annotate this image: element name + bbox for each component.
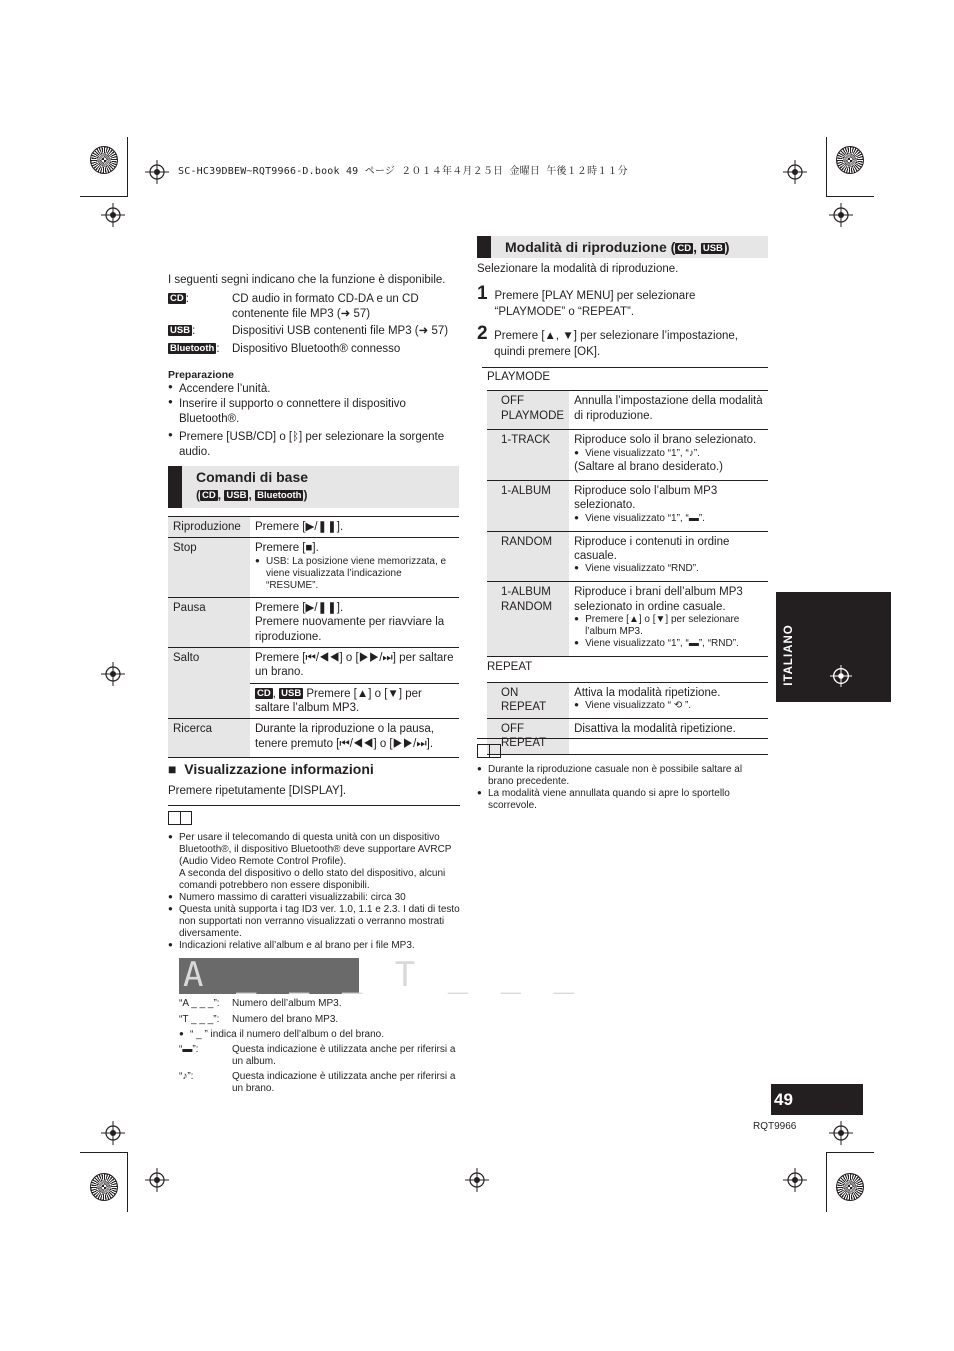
- row-text: Attiva la modalità ripetizione.: [574, 686, 721, 699]
- lcd-legend: [179, 998, 342, 1029]
- language-side-tab: [776, 592, 891, 702]
- row-label: Riproduzione: [173, 521, 241, 533]
- row-text: Durante la riproduzione o la pausa, tenere premuto [⏮/◀◀] o [▶▶/⏭].: [250, 719, 459, 758]
- usb-badge: USB: [281, 687, 302, 699]
- table-header-row: [482, 368, 768, 391]
- row-label: RANDOM: [482, 531, 569, 582]
- prep-item: ● Accendere l’unità.: [168, 382, 460, 396]
- prep-item: ● Inserire il supporto o connettere il dispositivo Bluetooth®.: [168, 397, 460, 426]
- row-text: Premere [■].: [255, 542, 319, 555]
- table-row: [482, 682, 768, 718]
- legend-key: “T _ _ _”:: [179, 1014, 220, 1026]
- registration-mark-icon: [465, 1168, 489, 1192]
- row-label: OFF REPEAT: [482, 718, 569, 754]
- note-book-icon: [168, 811, 192, 825]
- intro-text: I seguenti segni indicano che la funzione è disponibile.: [168, 274, 446, 286]
- row-label: Salto: [168, 647, 250, 719]
- registration-mark-icon: [145, 1168, 169, 1192]
- color-target-icon: [90, 1173, 118, 1201]
- legend-desc: Numero dell’album MP3.: [232, 998, 342, 1010]
- modalita-section-header: Modalità di riproduzione ( CD , USB ): [477, 236, 768, 258]
- row-text: Riproduce solo il brano selezionato.: [574, 434, 757, 447]
- repeat-header: REPEAT: [482, 657, 768, 682]
- registration-mark-icon: [101, 1121, 125, 1145]
- square-bullet-icon: ■: [168, 761, 177, 777]
- language-label: ITALIANO: [783, 624, 795, 686]
- legend-desc: CD audio in formato CD-DA e un CD contenente file MP3 (➜ 57): [232, 293, 419, 320]
- legend-row: [179, 1044, 460, 1071]
- bluetooth-badge: Bluetooth: [257, 489, 302, 501]
- row-text: Premere [▶/❚❚].: [250, 517, 459, 538]
- row-label: ON REPEAT: [482, 682, 569, 718]
- step-number: 2: [477, 322, 488, 344]
- row-note: ● USB: La posizione viene memorizzata, e viene visualizzata l’indicazione “RESUME”.: [255, 556, 454, 592]
- registration-mark-icon: [101, 203, 125, 227]
- step: [477, 284, 768, 320]
- comandi-section-header: Comandi di base ( CD , USB , Bluetooth ): [168, 466, 459, 508]
- step-text: Premere [PLAY MENU] per selezionare “PLAYMODE” o “REPEAT”.: [494, 290, 696, 319]
- table-row: [482, 582, 768, 657]
- legend-row: [179, 998, 342, 1014]
- row-text: Riproduce i contenuti in ordine casuale.: [574, 535, 730, 562]
- album-icon: “▬”:: [179, 1044, 199, 1056]
- modalita-intro-block: [477, 262, 768, 360]
- visualizzazione-section: [168, 761, 581, 1095]
- registration-mark-icon: [830, 665, 852, 687]
- color-target-icon: [836, 146, 864, 174]
- row-label: 1-TRACK: [482, 430, 569, 481]
- row-label: 1-ALBUM RANDOM: [482, 582, 569, 657]
- note-item: ● La modalità viene annullata quando si apre lo sportello scorrevole.: [477, 788, 768, 812]
- table-row: [482, 391, 768, 430]
- registration-mark-icon: [829, 1121, 853, 1145]
- file-header-line: SC-HC39DBEW~RQT9966-D.book 49 ページ ２０１４年４月２５日 金曜日 午後１２時１１分: [178, 166, 628, 177]
- bluetooth-badge: Bluetooth: [170, 342, 215, 354]
- note-book-icon: [477, 744, 501, 758]
- note-item: ● Indicazioni relative all’album e al brano per i file MP3.: [168, 940, 460, 952]
- underscore-note: ● “ _ ” indica il numero dell’album o del brano.: [179, 1029, 460, 1041]
- table-row: Salto Premere [⏮/◀◀] o [▶▶/⏭] per saltare un brano. CD , USB Premere [▲] o [▼] per saltare l’album MP3.: [168, 647, 459, 719]
- note-item: ● Numero massimo di caratteri visualizzabili: circa 30: [168, 892, 460, 904]
- row-text: Riproduce i brani dell’album MP3 selezionato in ordine casuale.: [574, 586, 743, 613]
- table-row: [482, 531, 768, 582]
- cd-badge: CD: [202, 489, 216, 501]
- row-note: ● Premere [▲] o [▼] per selezionare l’album MP3.: [574, 614, 763, 638]
- row-label: OFF PLAYMODE: [482, 391, 569, 430]
- legend-key: “A _ _ _”:: [179, 998, 220, 1010]
- cd-badge: CD: [257, 687, 271, 699]
- comandi-title: Comandi di base: [196, 469, 309, 485]
- note-item: ● Questa unità supporta i tag ID3 ver. 1.0, 1.1 e 2.3. I dati di testo non supportati non verranno visualizzati o verranno mostrati diversamente.: [168, 904, 460, 940]
- modalita-notes: [477, 738, 768, 812]
- prep-item: ● Premere [USB/CD] o [ᛒ] per selezionare la sorgente audio.: [168, 430, 460, 459]
- row-note: ● Viene visualizzato “1”, “▬”, “RND”.: [574, 638, 763, 650]
- table-row: [168, 597, 459, 647]
- visualizzazione-text: Premere ripetutamente [DISPLAY].: [168, 784, 347, 797]
- table-row: [482, 430, 768, 481]
- usb-badge: USB: [226, 489, 247, 501]
- step-text: Premere [▲, ▼] per selezionare l’impostazione, quindi premere [OK].: [494, 329, 738, 358]
- legend-row: USB : Dispositivi USB contenenti file MP3 (➜ 57): [168, 324, 460, 341]
- table-header-row: [482, 657, 768, 682]
- availability-legend: [168, 292, 460, 356]
- table-row: [168, 517, 459, 538]
- playmode-header: PLAYMODE: [487, 371, 551, 383]
- row-text: Premere [▶/❚❚]. Premere nuovamente per riavviare la riproduzione.: [250, 597, 459, 647]
- row-label: Stop: [168, 538, 250, 597]
- row-label: 1-ALBUM: [482, 480, 569, 531]
- note-item: ● Durante la riproduzione casuale non è possibile saltare al brano precedente.: [477, 764, 768, 788]
- row-label: Ricerca: [168, 719, 250, 758]
- cd-badge: CD: [677, 243, 692, 254]
- registration-mark-icon: [101, 662, 125, 686]
- legend-row: [179, 1014, 342, 1029]
- table-row: [168, 538, 459, 597]
- legend-desc: Dispositivo Bluetooth® connesso: [232, 342, 401, 355]
- legend-row: Bluetooth : Dispositivo Bluetooth® connesso: [168, 342, 460, 356]
- modalita-title: Modalità di riproduzione (: [505, 239, 676, 255]
- registration-mark-icon: [829, 203, 853, 227]
- usb-badge: USB: [170, 325, 191, 337]
- left-column: [168, 273, 460, 459]
- registration-mark-icon: [783, 1168, 807, 1192]
- row-label: Pausa: [168, 597, 250, 647]
- track-icon: “♪”:: [179, 1071, 194, 1083]
- table-row: [168, 719, 459, 758]
- legend-row: CD : CD audio in formato CD-DA e un CD contenente file MP3 (➜ 57): [168, 292, 460, 324]
- legend-desc: Questa indicazione è utilizzata anche per riferirsi a un album.: [232, 1044, 456, 1068]
- legend-desc: Numero del brano MP3.: [232, 1014, 339, 1026]
- row-text: Riproduce solo l’album MP3 selezionato.: [574, 484, 718, 512]
- visualizzazione-title: Visualizzazione informazioni: [184, 761, 374, 777]
- row-note: ● Viene visualizzato “1”, “♪”.: [574, 448, 763, 460]
- page-number: 49: [771, 1084, 863, 1115]
- preparazione-title: Preparazione: [168, 368, 234, 381]
- step: [477, 324, 768, 360]
- row-text: Premere [▲] o [▼] per saltare l’album MP3.: [255, 687, 422, 714]
- legend-desc: Dispositivi USB contenenti file MP3 (➜ 57): [232, 325, 449, 338]
- comandi-table: [168, 516, 459, 758]
- color-target-icon: [836, 1173, 864, 1201]
- modalita-intro: Selezionare la modalità di riproduzione.: [477, 263, 679, 275]
- usb-badge: USB: [702, 243, 723, 254]
- step-number: 1: [477, 283, 488, 305]
- row-note: ● Viene visualizzato “RND”.: [574, 563, 763, 575]
- legend-row: [179, 1071, 460, 1095]
- lcd-display: A _ _ _ T _ _ _: [179, 958, 359, 994]
- row-extra: (Saltare al brano desiderato.): [574, 460, 724, 473]
- document-code: RQT9966: [753, 1121, 797, 1132]
- row-text: Disattiva la modalità ripetizione.: [569, 718, 768, 754]
- note-item: ● Per usare il telecomando di questa unità con un dispositivo Bluetooth®, il dispositivo Bluetooth® deve supportare AVRCP (Audio Video Remote Control Profile). A seconda del dispositivo o dello stato del dispositivo, alcuni comandi potrebbero non essere disponibili.: [168, 832, 460, 892]
- row-note: ● Viene visualizzato “ ⟲ ”.: [574, 700, 763, 712]
- color-target-icon: [90, 146, 118, 174]
- row-text: Annulla l’impostazione della modalità di riproduzione.: [569, 391, 768, 430]
- registration-mark-icon: [783, 160, 807, 184]
- registration-mark-icon: [145, 160, 169, 184]
- playmode-table: [477, 367, 768, 755]
- icon-legend: [179, 1044, 460, 1095]
- table-row: [482, 480, 768, 531]
- row-text: Premere [⏮/◀◀] o [▶▶/⏭] per saltare un brano.: [250, 648, 459, 684]
- row-note: ● Viene visualizzato “1”, “▬”.: [574, 513, 763, 525]
- cd-badge: CD: [170, 293, 184, 305]
- legend-desc: Questa indicazione è utilizzata anche per riferirsi a un brano.: [232, 1071, 456, 1095]
